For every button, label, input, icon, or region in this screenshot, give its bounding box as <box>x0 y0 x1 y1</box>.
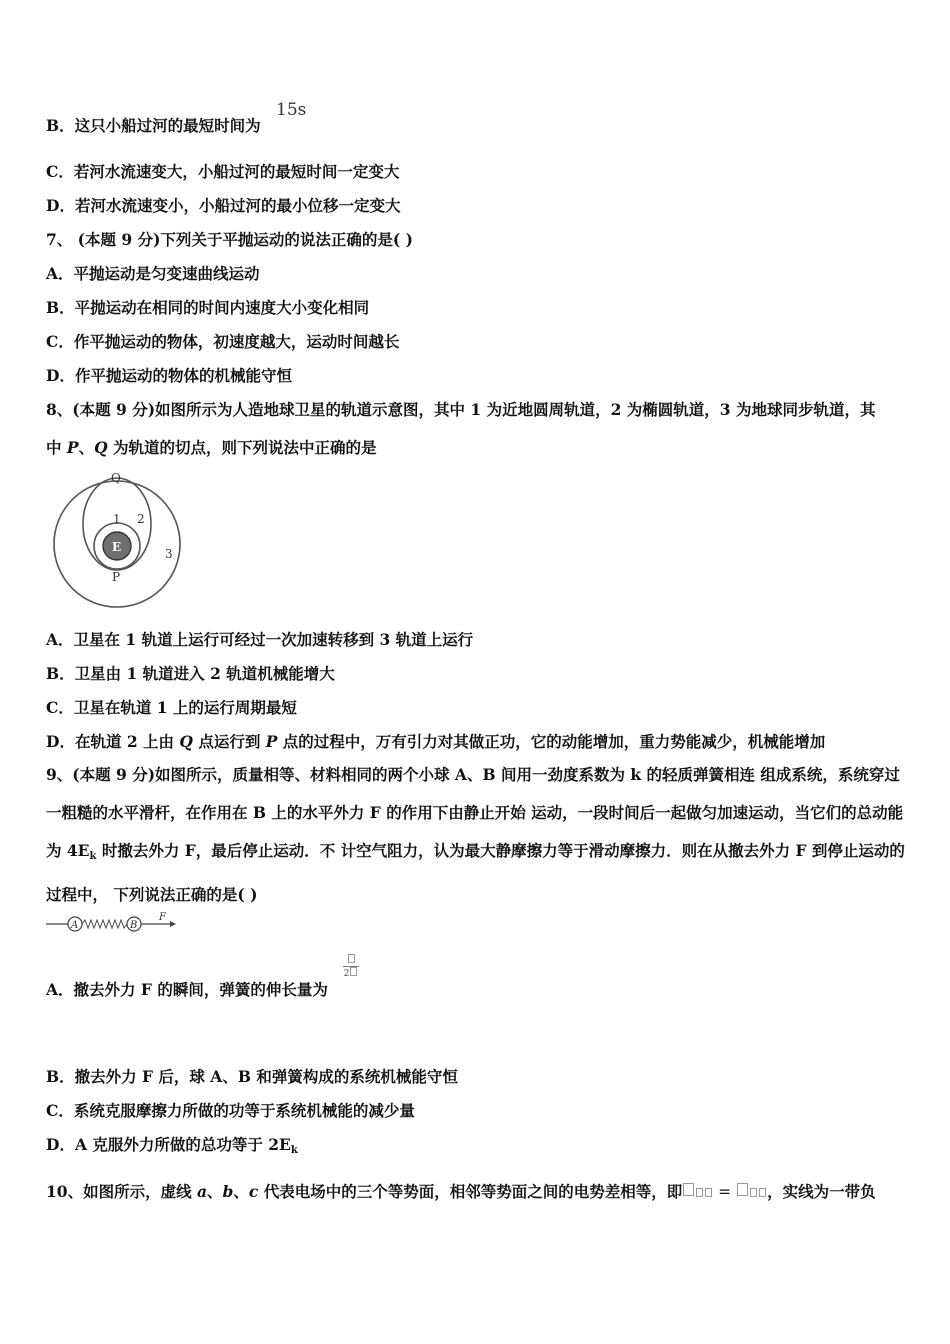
ball-b-label: B <box>130 920 138 931</box>
q9-option-b: B．撤去外力 F 后，球 A、B 和弹簧构成的系统机械能守恒 <box>46 1067 458 1086</box>
label-e: E <box>112 540 122 554</box>
q8-stem-line2: 中 P、Q 为轨道的切点，则下列说法中正确的是 <box>46 438 377 457</box>
spring-diagram <box>46 912 181 936</box>
q9-option-d: D．A 克服外力所做的总功等于 $2E_k$ <box>46 1135 298 1156</box>
label-1: 1 <box>113 512 121 526</box>
q8-stem-line1: 8、(本题 9 分)如图所示为人造地球卫星的轨道示意图，其中 1 为近地圆周轨道，2 为椭圆轨道，3 为地球同步轨道，其 <box>46 400 876 419</box>
q6-option-c: C．若河水流速变大，小船过河的最短时间一定变大 <box>46 162 400 181</box>
label-2: 2 <box>137 512 145 526</box>
q7-option-c: C．作平抛运动的物体，初速度越大，运动时间越长 <box>46 332 400 351</box>
q7-stem: 7、 (本题 9 分)下列关于平抛运动的说法正确的是( ) <box>46 230 413 249</box>
q6-option-d: D．若河水流速变小，小船过河的最小位移一定变大 <box>46 196 401 215</box>
q7-option-a: A．平抛运动是匀变速曲线运动 <box>46 264 260 283</box>
ball-a-label: A <box>71 920 79 931</box>
q8-option-b: B．卫星由 1 轨道进入 2 轨道机械能增大 <box>46 664 335 683</box>
q6-option-b: B．这只小船过河的最短时间为 <box>46 116 261 135</box>
q6-option-b-value: 15s <box>276 100 307 120</box>
q8-option-c: C．卫星在轨道 1 上的运行周期最短 <box>46 698 297 717</box>
q10-stem: 10、如图所示，虚线 a、b、c 代表电场中的三个等势面，相邻等势面之间的电势差相等，即 = ，实线为一带负 <box>46 1182 876 1201</box>
force-label: F <box>159 912 166 923</box>
orbit-diagram <box>50 468 190 618</box>
q7-option-b: B．平抛运动在相同的时间内速度大小变化相同 <box>46 298 370 317</box>
q9-option-c: C．系统克服摩擦力所做的功等于系统机械能的减少量 <box>46 1101 415 1120</box>
q9-stem: 9、(本题 9 分)如图所示，质量相等、材料相同的两个小球 A、B 间用一劲度系数为 k 的轻质弹簧相连 组成系统，系统穿过一粗糙的水平滑杆，在作用在 B 上的水平外力 F 的作用下由静止开始 运动，一段时间后一起做匀加速运动，当它们的总动能为 $4E_k$ 时撤去外力 F，最后停止运动．不 计空气阻力，认为最大静摩擦力等于滑动摩擦力．则在从撤去外力 F 到停止运动的过程中， 下列说法正确的是( ) <box>46 765 905 904</box>
q9-option-a: A．撤去外力 F 的瞬间，弹簧的伸长量为 <box>46 980 328 999</box>
label-3: 3 <box>165 547 173 561</box>
q9-option-a-fraction: 2 <box>343 954 359 979</box>
force-arrow-icon <box>170 921 176 927</box>
label-p: P <box>112 570 121 584</box>
q8-option-a: A．卫星在 1 轨道上运行可经过一次加速转移到 3 轨道上运行 <box>46 630 474 649</box>
label-q: Q <box>111 471 121 485</box>
q8-option-d: D．在轨道 2 上由 Q 点运行到 P 点的过程中，万有引力对其做正功，它的动能增加，重力势能减少，机械能增加 <box>46 732 826 751</box>
spring-icon <box>82 920 127 928</box>
q7-option-d: D．作平抛运动的物体的机械能守恒 <box>46 366 292 385</box>
